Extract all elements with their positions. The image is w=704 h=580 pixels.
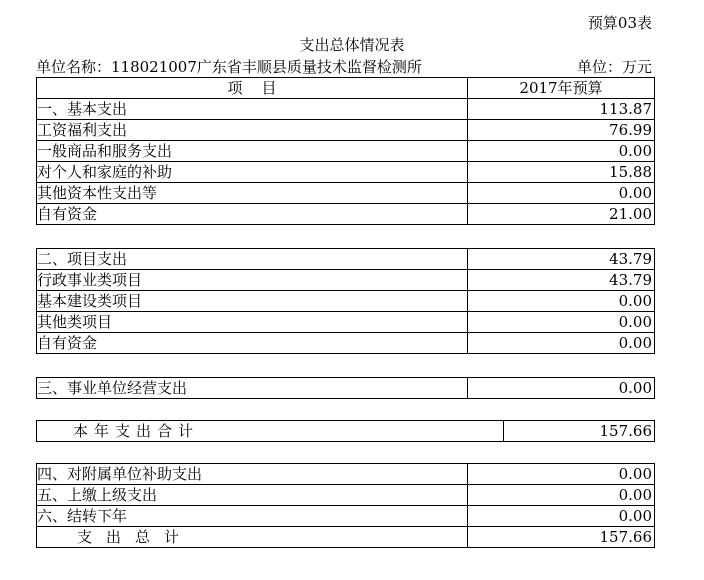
- table-row: [37, 249, 655, 270]
- row-value: 43.79: [468, 270, 655, 291]
- row-label: 三、事业单位经营支出: [37, 378, 468, 399]
- row-value: 0.00: [468, 464, 655, 485]
- row-label: 自有资金: [37, 204, 468, 225]
- table-row: [37, 99, 655, 120]
- grand-total-value: 157.66: [468, 527, 655, 548]
- table-row: [37, 333, 655, 354]
- row-label: 其他资本性支出等: [37, 183, 468, 204]
- table-row: [37, 183, 655, 204]
- unit-label: 单位：万元: [576, 58, 652, 76]
- row-label: 基本建设类项目: [37, 291, 468, 312]
- form-code: 预算03表: [587, 14, 652, 32]
- business-expenditure-table: [36, 377, 655, 399]
- table-row: [37, 141, 655, 162]
- table-row: [37, 120, 655, 141]
- row-label: 二、项目支出: [37, 249, 468, 270]
- unit-name: 单位名称：118021007广东省丰顺县质量技术监督检测所: [36, 58, 422, 76]
- row-label: 自有资金: [37, 333, 468, 354]
- row-label: 六、结转下年: [37, 506, 468, 527]
- table-row: [37, 204, 655, 225]
- row-value: 0.00: [468, 378, 655, 399]
- row-value: 76.99: [468, 120, 655, 141]
- table-row: [37, 312, 655, 333]
- year-total-value: 157.66: [504, 421, 655, 442]
- other-expenditure-table: [36, 463, 655, 548]
- year-total-table: [36, 420, 655, 442]
- row-value: 15.88: [468, 162, 655, 183]
- grand-total-label: 支出总计: [37, 527, 468, 548]
- row-value: 0.00: [468, 312, 655, 333]
- table-row: [37, 162, 655, 183]
- row-label: 一、基本支出: [37, 99, 468, 120]
- row-value: 0.00: [468, 183, 655, 204]
- row-value: 113.87: [468, 99, 655, 120]
- table-row: [37, 270, 655, 291]
- project-expenditure-table: [36, 248, 655, 354]
- row-label: 五、上缴上级支出: [37, 485, 468, 506]
- header-row: [37, 78, 655, 99]
- table-row: [37, 291, 655, 312]
- row-label: 对个人和家庭的补助: [37, 162, 468, 183]
- grand-total-row: [37, 527, 655, 548]
- row-value: 21.00: [468, 204, 655, 225]
- year-total-label: 本年支出合计: [37, 421, 504, 442]
- row-value: 0.00: [468, 291, 655, 312]
- row-value: 0.00: [468, 333, 655, 354]
- table-row: [37, 506, 655, 527]
- row-value: 0.00: [468, 506, 655, 527]
- document-title: 支出总体情况表: [299, 36, 405, 54]
- row-label: 工资福利支出: [37, 120, 468, 141]
- row-label: 其他类项目: [37, 312, 468, 333]
- basic-expenditure-table: [36, 77, 655, 225]
- row-value: 0.00: [468, 485, 655, 506]
- total-row: [37, 421, 655, 442]
- row-label: 一般商品和服务支出: [37, 141, 468, 162]
- row-label: 四、对附属单位补助支出: [37, 464, 468, 485]
- row-value: 43.79: [468, 249, 655, 270]
- row-label: 行政事业类项目: [37, 270, 468, 291]
- column-header-budget: 2017年预算: [468, 78, 655, 99]
- row-value: 0.00: [468, 141, 655, 162]
- table-row: [37, 464, 655, 485]
- table-row: [37, 378, 655, 399]
- column-header-item: 项 目: [37, 78, 468, 99]
- table-row: [37, 485, 655, 506]
